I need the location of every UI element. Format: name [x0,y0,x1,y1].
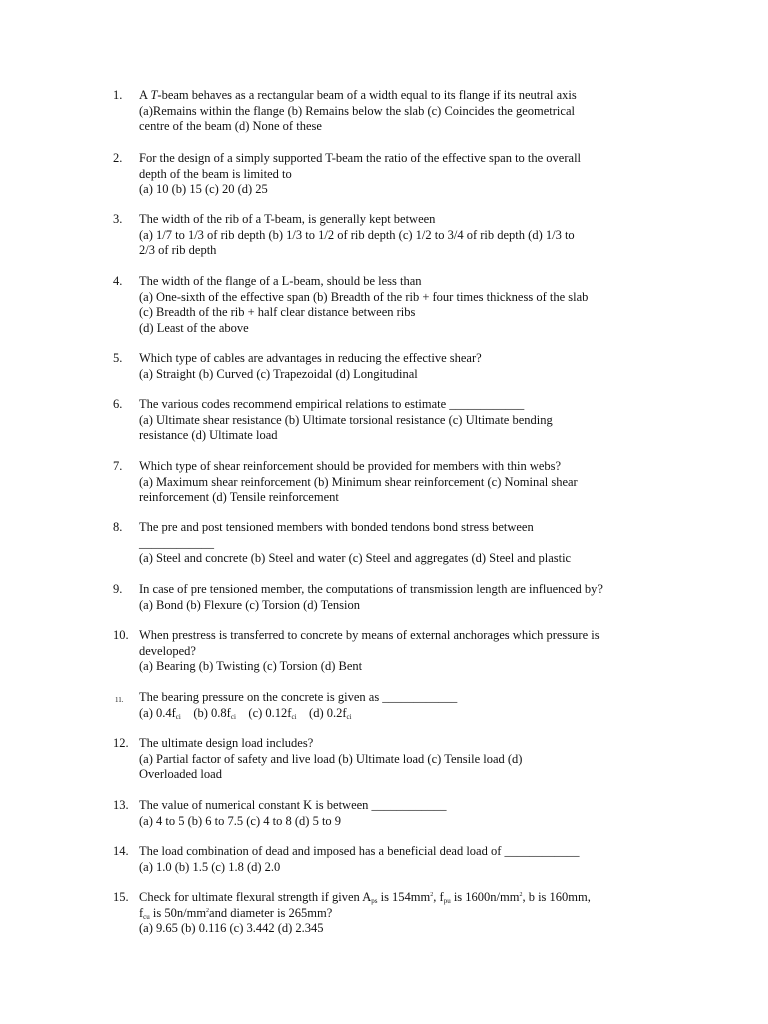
options-line: (a) Maximum shear reinforcement (b) Minimum shear reinforcement (c) Nominal shear [139,474,578,489]
question-number: 10. [113,628,129,642]
options-line: (a) Steel and concrete (b) Steel and water (c) Steel and aggregates (d) Steel and plastic [139,551,572,565]
question-text: For the design of a simply supported T-beam the ratio of the effective span to the overall [139,151,582,165]
question-text: A T-beam behaves as a rectangular beam of a width equal to its flange if its neutral axis [139,88,577,102]
question-text: $f_{cu}$ is $50n/mm^2and$ diameter is 265mm? [139,905,333,921]
question-text: Check for ultimate flexural strength if given $A_{ps}$ is $154mm^2$, $f_{pu}$ is $1600n/mm^2$, b is 160mm, [139,890,591,905]
question-text: In case of pre tensioned member, the computations of transmission length are influenced by? [139,582,603,596]
question-text: The pre and post tensioned members with bonded tendons bond stress between [139,520,534,534]
options-line: (a) 10 (b) 15 (c) 20 (d) 25 [139,182,268,196]
options-line: reinforcement (d) Tensile reinforcement [139,490,339,504]
options-line: centre of the beam (d) None of these [139,119,322,133]
question-text: The bearing pressure on the concrete is given as ____________ [139,690,458,704]
options-line: (a) Bearing (b) Twisting (c) Torsion (d) Bent [139,659,363,673]
option-d: (d) $0.2f_{ci}$ [309,705,352,721]
question-number: 1. [113,88,123,102]
options-line: (a) 1.0 (b) 1.5 (c) 1.8 (d) 2.0 [139,859,281,874]
question-number: 7. [113,459,123,473]
option-a: (a) $0.4f_{ci}$ [139,705,181,721]
question-number: 6. [113,397,123,411]
question-number: 12. [113,736,129,750]
options-line: resistance (d) Ultimate load [139,428,278,442]
options-line: (a) Bond (b) Flexure (c) Torsion (d) Tension [139,597,361,612]
question-text: The width of the rib of a T-beam, is generally kept between [139,212,436,226]
options-line: 2/3 of rib depth [139,243,217,257]
question-number: 13. [113,798,129,812]
question-number: 9. [113,582,123,596]
option-c: (c) $0.12f_{ci}$ [248,705,297,721]
question-text: The width of the flange of a L-beam, should be less than [139,274,422,288]
question-number: 8. [113,520,123,534]
options-line: (a)Remains within the flange (b) Remains below the slab (c) Coincides the geometrical [139,103,575,118]
options-line: (c) Breadth of the rib + half clear distance between ribs [139,305,416,319]
options-line: (a) One-sixth of the effective span (b) Breadth of the rib + four times thickness of the slab [139,289,589,304]
question-number: 15. [113,890,129,904]
question-number: 2. [113,151,123,165]
question-text: When prestress is transferred to concrete by means of external anchorages which pressure is [139,628,600,642]
question-text: Which type of cables are advantages in reducing the effective shear? [139,351,482,365]
question-text: The ultimate design load includes? [139,736,314,750]
question-number: 5. [113,351,123,365]
options-line: (d) Least of the above [139,320,249,335]
question-text: The value of numerical constant K is between ____________ [139,798,447,812]
question-number: 4. [113,274,123,288]
options-line: (a) 4 to 5 (b) 6 to 7.5 (c) 4 to 8 (d) 5 to 9 [139,813,342,828]
question-text: The load combination of dead and imposed has a beneficial dead load of ____________ [139,844,580,858]
question-text: Which type of shear reinforcement should be provided for members with thin webs? [139,459,562,473]
options-line [139,706,659,722]
question-number: 14. [113,844,129,858]
options-line: (a) 9.65 (b) 0.116 (c) 3.442 (d) 2.345 [139,921,324,935]
answer-blank: ____________ [139,535,214,550]
options-line: Overloaded load [139,767,222,781]
options-line: (a) 1/7 to 1/3 of rib depth (b) 1/3 to 1/2 of rib depth (c) 1/2 to 3/4 of rib depth (d) 1/3 to [139,227,575,242]
options-line: (a) Ultimate shear resistance (b) Ultimate torsional resistance (c) Ultimate bending [139,412,553,427]
question-text: depth of the beam is limited to [139,166,292,181]
question-number: 3. [113,212,123,226]
question-text: developed? [139,643,196,658]
options-line: (a) Straight (b) Curved (c) Trapezoidal (d) Longitudinal [139,366,418,381]
option-b: (b) $0.8f_{ci}$ [193,705,236,721]
question-number: 11. [115,696,124,704]
question-text: The various codes recommend empirical relations to estimate ____________ [139,397,525,411]
options-line: (a) Partial factor of safety and live load (b) Ultimate load (c) Tensile load (d) [139,751,523,766]
